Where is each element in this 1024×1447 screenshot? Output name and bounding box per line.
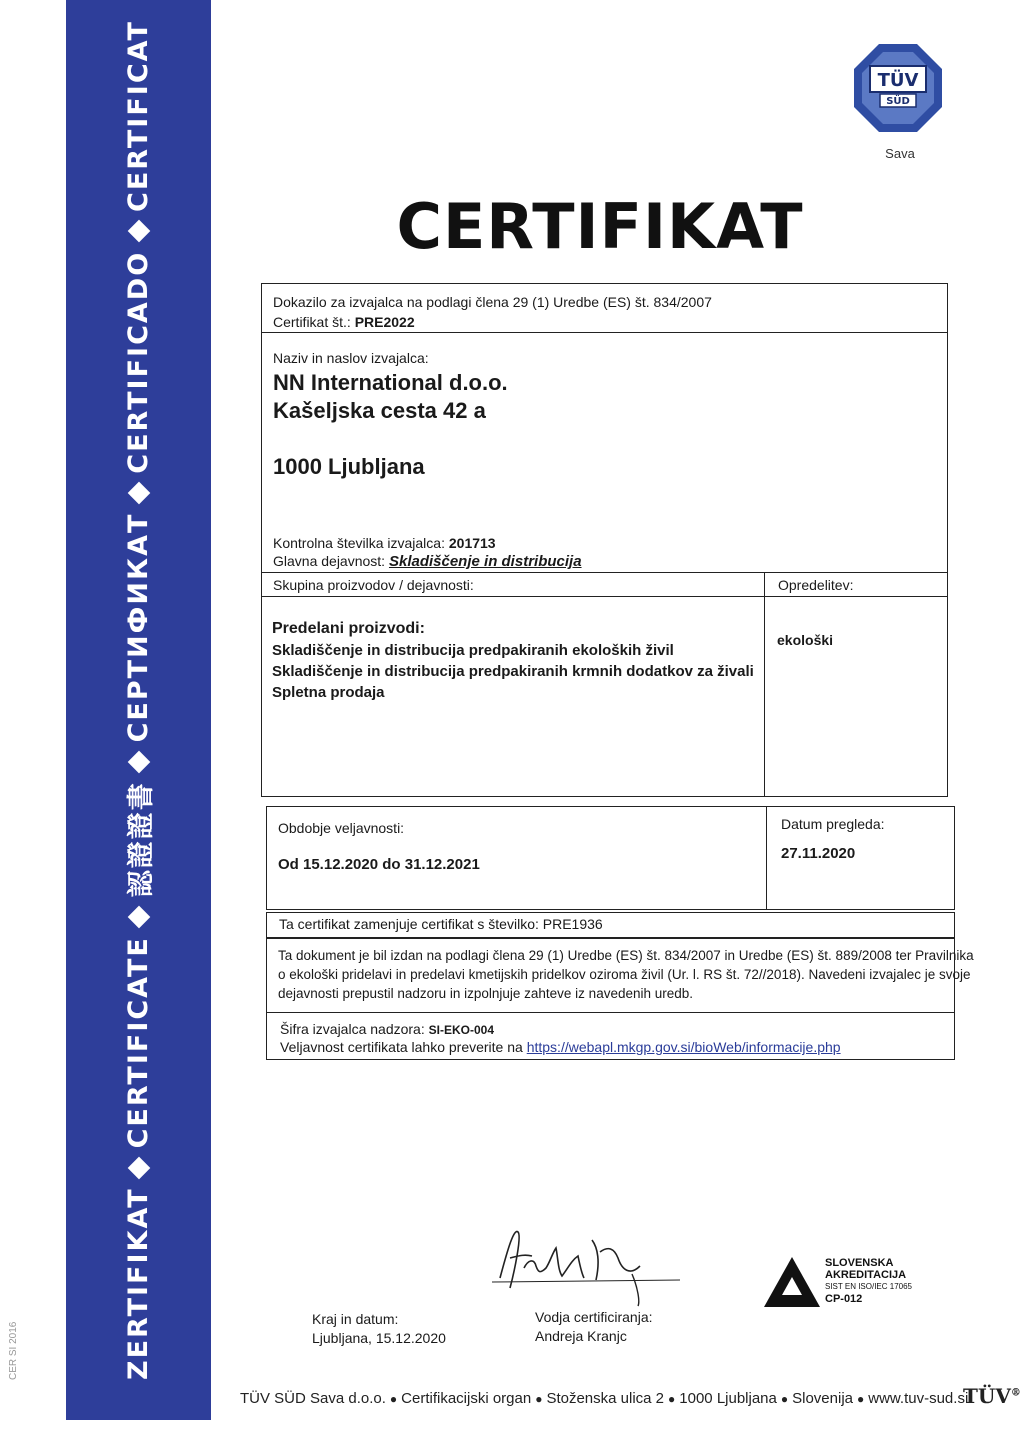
review-date: 27.11.2020 xyxy=(781,845,856,862)
bullet-icon: ● xyxy=(780,1392,789,1406)
signature-image xyxy=(480,1218,690,1308)
replaces-text: Ta certifikat zamenjuje certifikat s številko: PRE1936 xyxy=(279,916,603,932)
svg-text:TÜV: TÜV xyxy=(877,70,919,91)
place-date-label: Kraj in datum: xyxy=(312,1311,399,1327)
products-heading: Predelani proizvodi: xyxy=(272,620,425,637)
classification-label: Opredelitev: xyxy=(778,577,854,593)
divider xyxy=(261,596,948,597)
legal-line: dejavnosti prepustil nadzoru in izpolnjuje zahteve iz navedenih uredb. xyxy=(278,986,694,1001)
certificate-number: PRE2022 xyxy=(354,314,415,330)
bullet-icon: ● xyxy=(857,1392,865,1406)
side-band-text xyxy=(66,0,211,1400)
operator-label: Naziv in naslov izvajalca: xyxy=(273,350,429,366)
legal-statement xyxy=(278,946,974,1003)
verify-text: Veljavnost certifikata lahko preverite na xyxy=(280,1039,523,1055)
control-body-row xyxy=(280,1021,494,1037)
legal-line: o ekološki pridelavi in predelavi kmetijskih pridelkov oziroma živil (Ur. l. RS št. 72//2018). Navedeni izvajalec je svoje xyxy=(278,967,971,982)
accreditation-line: AKREDITACIJA xyxy=(825,1269,907,1281)
tuv-sud-logo-icon xyxy=(852,42,944,134)
list-item: Skladiščenje in distribucija predpakiranih ekoloških živil xyxy=(272,642,674,659)
divider xyxy=(261,332,948,333)
control-number: 201713 xyxy=(448,535,496,551)
band-word-ru: СЕРТИФИКАТ xyxy=(123,512,154,743)
main-activity: Skladiščenje in distribucija xyxy=(388,553,582,570)
diamond-icon xyxy=(127,905,150,928)
band-word-de: ZERTIFIKAT xyxy=(123,1187,154,1380)
operator-city: 1000 Ljubljana xyxy=(273,454,425,479)
svg-text:SÜD: SÜD xyxy=(886,96,910,107)
band-word-en: CERTIFICATE xyxy=(123,936,154,1149)
main-activity-row xyxy=(273,553,582,570)
divider xyxy=(766,806,767,910)
divider xyxy=(764,572,765,797)
certificate-number-row xyxy=(273,314,415,330)
verify-link[interactable]: https://webapl.mkgp.gov.si/bioWeb/informacije.php xyxy=(526,1039,841,1055)
footer-role: Certifikacijski organ xyxy=(401,1390,532,1407)
legal-line: Ta dokument je bil izdan na podlagi člena 29 (1) Uredbe (ES) št. 834/2007 in Uredbe (ES) št. 889/2008 ter Pravilnika xyxy=(278,948,974,963)
accreditation-line: SLOVENSKA xyxy=(825,1257,894,1269)
footer-tuv-mark xyxy=(963,1384,1021,1408)
footer-company: TÜV SÜD Sava d.o.o. xyxy=(240,1390,386,1407)
accreditation-text xyxy=(825,1257,912,1305)
diamond-icon xyxy=(127,1157,150,1180)
footer-street: Stoženska ulica 2 xyxy=(546,1390,665,1407)
certificate-number-label: Certifikat št.: xyxy=(273,314,351,330)
footer-country: Slovenija xyxy=(792,1390,853,1407)
review-date-label: Datum pregleda: xyxy=(781,816,885,832)
certificate-side-band xyxy=(66,0,211,1420)
bullet-icon: ● xyxy=(535,1392,543,1406)
validity-label: Obdobje veljavnosti: xyxy=(278,820,405,836)
operator-name: NN International d.o.o. xyxy=(273,370,508,395)
verify-row xyxy=(280,1039,841,1055)
band-word-zh: 認證證書 xyxy=(126,781,157,898)
footer xyxy=(240,1390,968,1407)
slovenska-akreditacija-logo-icon xyxy=(762,1255,822,1309)
divider xyxy=(266,1012,955,1013)
form-code: CER SI 2016 xyxy=(8,1321,19,1380)
validity-period: Od 15.12.2020 do 31.12.2021 xyxy=(278,856,480,873)
registered-icon: ® xyxy=(1010,1387,1021,1399)
divider xyxy=(261,572,948,573)
logo-location: Sava xyxy=(885,146,915,161)
legal-basis: Dokazilo za izvajalca na podlagi člena 29 (1) Uredbe (ES) št. 834/2007 xyxy=(273,294,712,310)
footer-website[interactable]: www.tuv-sud.si xyxy=(868,1390,969,1407)
list-item: Skladiščenje in distribucija predpakiranih krmnih dodatkov za živali xyxy=(272,663,754,680)
footer-city: 1000 Ljubljana xyxy=(679,1390,777,1407)
signatory-block xyxy=(535,1308,653,1346)
control-number-row xyxy=(273,535,496,551)
control-number-label: Kontrolna številka izvajalca: xyxy=(273,535,445,551)
product-group-label: Skupina proizvodov / dejavnosti: xyxy=(273,577,474,593)
signatory-label: Vodja certificiranja: xyxy=(535,1309,653,1325)
main-activity-label: Glavna dejavnost: xyxy=(273,553,386,569)
band-word-fr: CERTIFICAT xyxy=(123,20,154,212)
accreditation-line: CP-012 xyxy=(825,1293,863,1305)
bullet-icon: ● xyxy=(389,1392,398,1406)
bullet-icon: ● xyxy=(668,1392,676,1406)
operator-street: Kašeljska cesta 42 a xyxy=(273,398,486,423)
accreditation-line: SIST EN ISO/IEC 17065 xyxy=(825,1282,913,1291)
control-body-label: Šifra izvajalca nadzora: xyxy=(280,1021,425,1037)
products-list xyxy=(272,640,754,703)
signatory-name: Andreja Kranjc xyxy=(535,1328,627,1344)
place-date: Ljubljana, 15.12.2020 xyxy=(312,1330,446,1346)
place-date-block xyxy=(312,1310,446,1348)
diamond-icon xyxy=(127,751,150,774)
document-title: CERTIFIKAT xyxy=(396,190,804,263)
list-item: Spletna prodaja xyxy=(272,684,385,701)
band-word-es: CERTIFICADO xyxy=(123,250,154,474)
diamond-icon xyxy=(127,220,150,243)
footer-tuv-text: TÜV xyxy=(963,1384,1011,1408)
control-body-code: SI-EKO-004 xyxy=(428,1023,494,1037)
diamond-icon xyxy=(127,482,150,505)
classification-value: ekološki xyxy=(777,632,834,648)
